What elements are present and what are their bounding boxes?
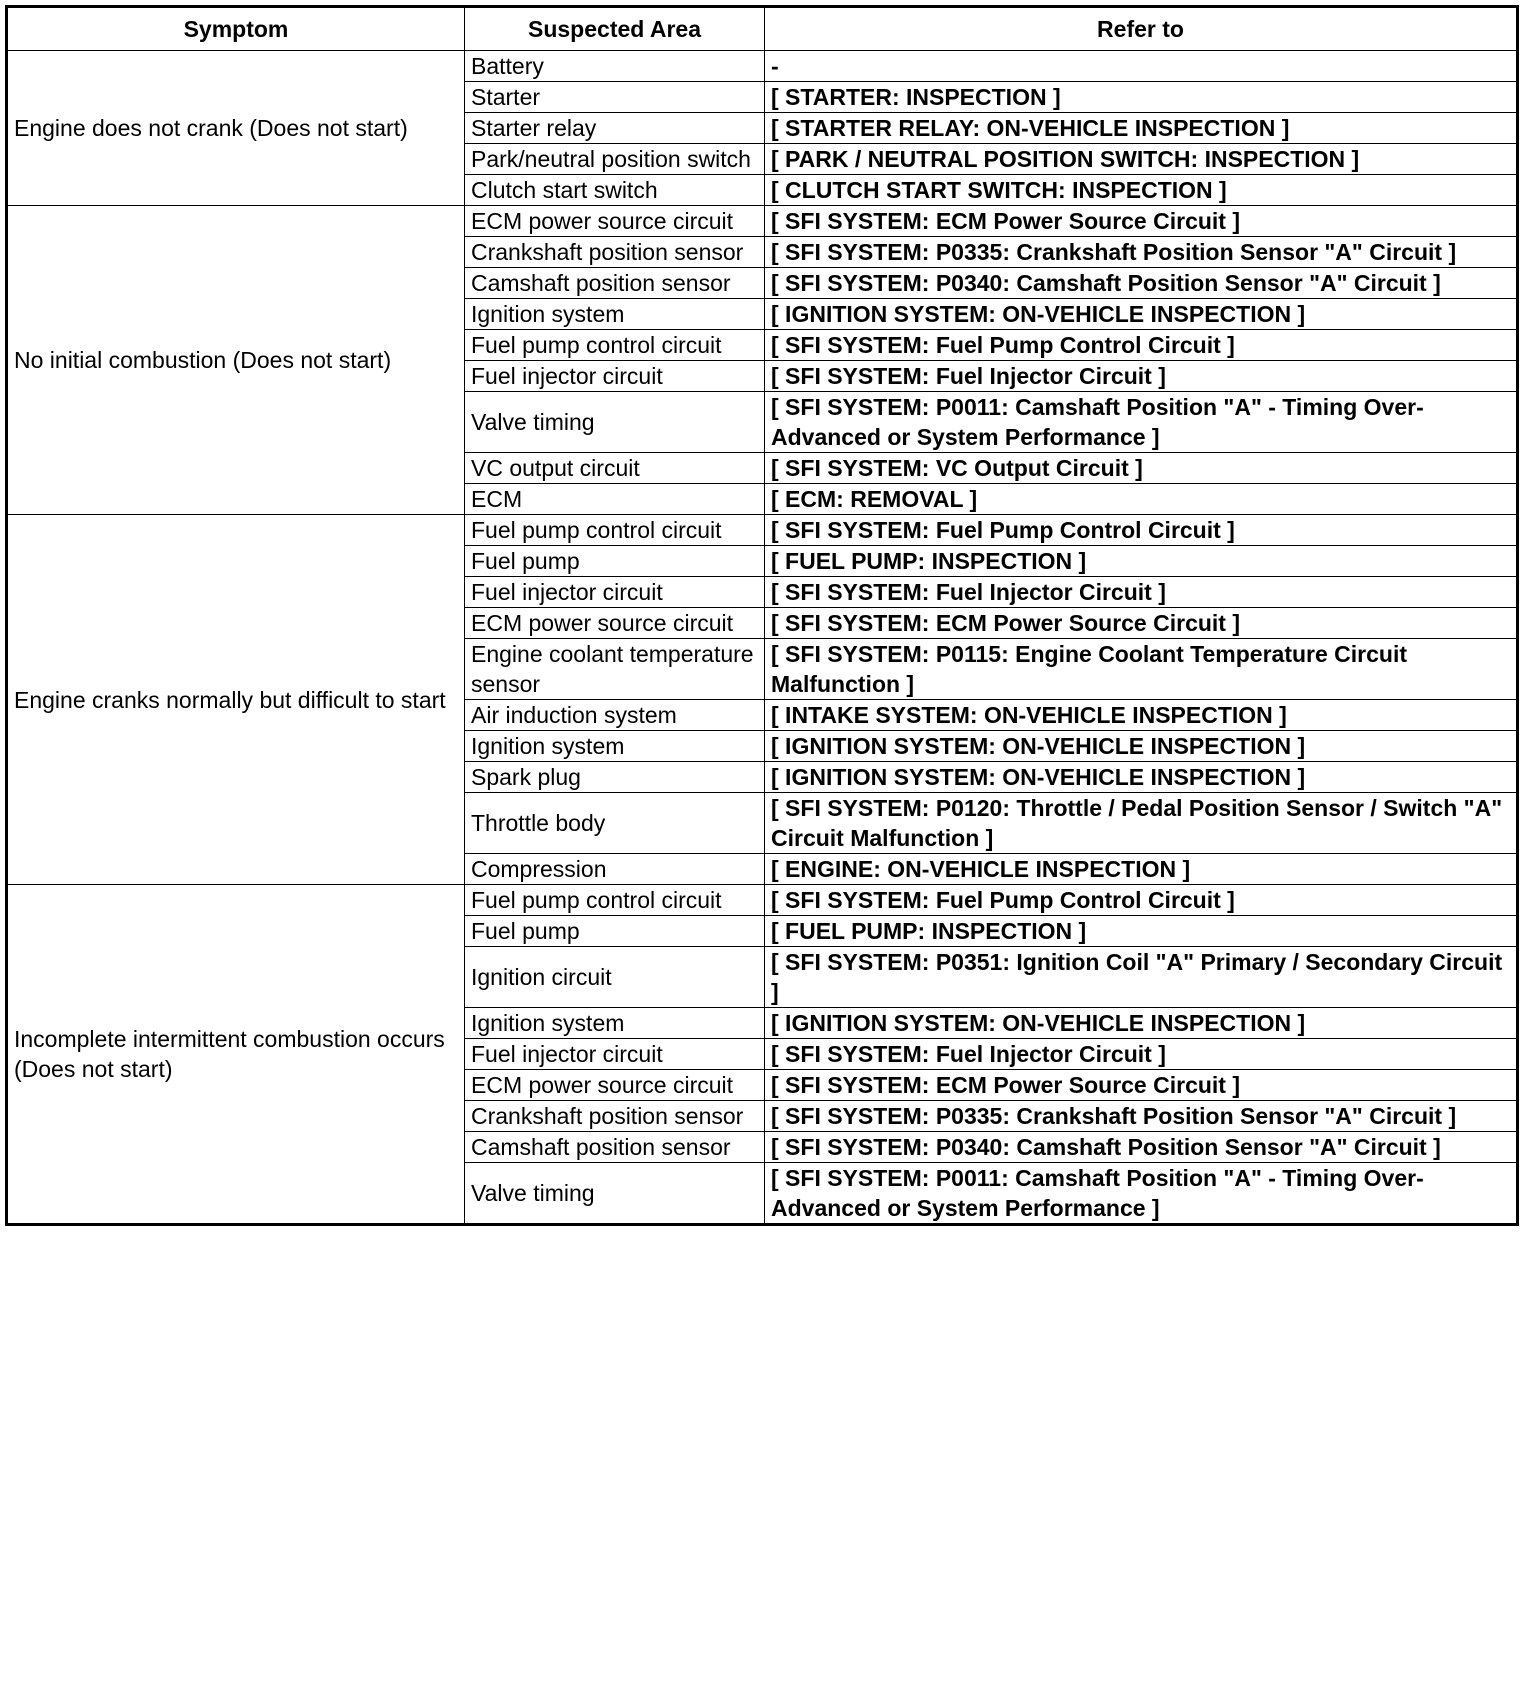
suspected-area-cell: VC output circuit <box>465 453 765 484</box>
suspected-area-cell: ECM power source circuit <box>465 1070 765 1101</box>
table-row <box>7 885 1518 916</box>
refer-to-link[interactable]: [ SFI SYSTEM: P0351: Ignition Coil "A" Primary / Secondary Circuit ] <box>765 947 1518 1008</box>
refer-to-link[interactable]: [ SFI SYSTEM: ECM Power Source Circuit ] <box>765 206 1518 237</box>
symptom-cell: Engine cranks normally but difficult to start <box>7 515 465 885</box>
refer-to-link[interactable]: [ SFI SYSTEM: Fuel Pump Control Circuit ] <box>765 885 1518 916</box>
header-suspected-area: Suspected Area <box>465 7 765 51</box>
refer-to-link[interactable]: [ SFI SYSTEM: VC Output Circuit ] <box>765 453 1518 484</box>
suspected-area-cell: Fuel pump <box>465 916 765 947</box>
refer-to-link[interactable]: [ ECM: REMOVAL ] <box>765 484 1518 515</box>
suspected-area-cell: Ignition system <box>465 1008 765 1039</box>
symptom-cell: Incomplete intermittent combustion occurs (Does not start) <box>7 885 465 1225</box>
suspected-area-cell: Camshaft position sensor <box>465 268 765 299</box>
symptom-cell: No initial combustion (Does not start) <box>7 206 465 515</box>
suspected-area-cell: ECM <box>465 484 765 515</box>
suspected-area-cell: Fuel pump control circuit <box>465 515 765 546</box>
troubleshooting-table <box>5 5 1519 1226</box>
table-row <box>7 206 1518 237</box>
suspected-area-cell: Ignition circuit <box>465 947 765 1008</box>
suspected-area-cell: ECM power source circuit <box>465 206 765 237</box>
refer-to-link[interactable]: [ SFI SYSTEM: P0115: Engine Coolant Temperature Circuit Malfunction ] <box>765 639 1518 700</box>
suspected-area-cell: Ignition system <box>465 299 765 330</box>
table-header-row <box>7 7 1518 51</box>
refer-to-link[interactable]: [ STARTER: INSPECTION ] <box>765 82 1518 113</box>
refer-to-link[interactable]: [ SFI SYSTEM: P0011: Camshaft Position "A" - Timing Over-Advanced or System Performance ] <box>765 1163 1518 1225</box>
suspected-area-cell: Crankshaft position sensor <box>465 1101 765 1132</box>
troubleshooting-table-container <box>5 5 1519 1226</box>
suspected-area-cell: Fuel pump control circuit <box>465 885 765 916</box>
refer-to-link[interactable]: [ SFI SYSTEM: Fuel Injector Circuit ] <box>765 361 1518 392</box>
refer-to-link[interactable]: [ SFI SYSTEM: Fuel Injector Circuit ] <box>765 577 1518 608</box>
suspected-area-cell: Fuel injector circuit <box>465 577 765 608</box>
refer-to-link[interactable]: [ SFI SYSTEM: Fuel Pump Control Circuit ] <box>765 330 1518 361</box>
suspected-area-cell: Starter <box>465 82 765 113</box>
refer-to-link[interactable]: [ PARK / NEUTRAL POSITION SWITCH: INSPECTION ] <box>765 144 1518 175</box>
suspected-area-cell: Camshaft position sensor <box>465 1132 765 1163</box>
refer-to-link[interactable]: [ STARTER RELAY: ON-VEHICLE INSPECTION ] <box>765 113 1518 144</box>
refer-to-link[interactable]: [ FUEL PUMP: INSPECTION ] <box>765 916 1518 947</box>
suspected-area-cell: Throttle body <box>465 793 765 854</box>
refer-to-link[interactable]: [ SFI SYSTEM: ECM Power Source Circuit ] <box>765 608 1518 639</box>
refer-to-link[interactable]: [ IGNITION SYSTEM: ON-VEHICLE INSPECTION ] <box>765 299 1518 330</box>
suspected-area-cell: Clutch start switch <box>465 175 765 206</box>
suspected-area-cell: ECM power source circuit <box>465 608 765 639</box>
suspected-area-cell: Spark plug <box>465 762 765 793</box>
suspected-area-cell: Air induction system <box>465 700 765 731</box>
suspected-area-cell: Starter relay <box>465 113 765 144</box>
refer-to-link[interactable]: [ IGNITION SYSTEM: ON-VEHICLE INSPECTION ] <box>765 1008 1518 1039</box>
table-row <box>7 515 1518 546</box>
refer-to-link[interactable]: [ ENGINE: ON-VEHICLE INSPECTION ] <box>765 854 1518 885</box>
refer-to-link[interactable]: [ SFI SYSTEM: Fuel Pump Control Circuit ] <box>765 515 1518 546</box>
refer-to-link[interactable]: [ SFI SYSTEM: ECM Power Source Circuit ] <box>765 1070 1518 1101</box>
table-row <box>7 51 1518 82</box>
header-symptom: Symptom <box>7 7 465 51</box>
refer-to-link[interactable]: [ SFI SYSTEM: P0335: Crankshaft Position Sensor "A" Circuit ] <box>765 1101 1518 1132</box>
suspected-area-cell: Valve timing <box>465 1163 765 1225</box>
refer-to-link[interactable]: [ FUEL PUMP: INSPECTION ] <box>765 546 1518 577</box>
suspected-area-cell: Fuel pump control circuit <box>465 330 765 361</box>
suspected-area-cell: Fuel pump <box>465 546 765 577</box>
symptom-cell: Engine does not crank (Does not start) <box>7 51 465 206</box>
suspected-area-cell: Battery <box>465 51 765 82</box>
refer-to-link[interactable]: - <box>765 51 1518 82</box>
refer-to-link[interactable]: [ IGNITION SYSTEM: ON-VEHICLE INSPECTION ] <box>765 762 1518 793</box>
refer-to-link[interactable]: [ SFI SYSTEM: P0340: Camshaft Position Sensor "A" Circuit ] <box>765 1132 1518 1163</box>
refer-to-link[interactable]: [ SFI SYSTEM: P0120: Throttle / Pedal Position Sensor / Switch "A" Circuit Malfunction ] <box>765 793 1518 854</box>
suspected-area-cell: Crankshaft position sensor <box>465 237 765 268</box>
refer-to-link[interactable]: [ SFI SYSTEM: P0335: Crankshaft Position Sensor "A" Circuit ] <box>765 237 1518 268</box>
refer-to-link[interactable]: [ SFI SYSTEM: P0011: Camshaft Position "A" - Timing Over-Advanced or System Performance ] <box>765 392 1518 453</box>
suspected-area-cell: Ignition system <box>465 731 765 762</box>
suspected-area-cell: Park/neutral position switch <box>465 144 765 175</box>
refer-to-link[interactable]: [ INTAKE SYSTEM: ON-VEHICLE INSPECTION ] <box>765 700 1518 731</box>
suspected-area-cell: Engine coolant temperature sensor <box>465 639 765 700</box>
table-body <box>7 51 1518 1225</box>
suspected-area-cell: Fuel injector circuit <box>465 361 765 392</box>
refer-to-link[interactable]: [ CLUTCH START SWITCH: INSPECTION ] <box>765 175 1518 206</box>
refer-to-link[interactable]: [ SFI SYSTEM: P0340: Camshaft Position Sensor "A" Circuit ] <box>765 268 1518 299</box>
header-refer-to: Refer to <box>765 7 1518 51</box>
refer-to-link[interactable]: [ SFI SYSTEM: Fuel Injector Circuit ] <box>765 1039 1518 1070</box>
suspected-area-cell: Fuel injector circuit <box>465 1039 765 1070</box>
refer-to-link[interactable]: [ IGNITION SYSTEM: ON-VEHICLE INSPECTION ] <box>765 731 1518 762</box>
suspected-area-cell: Compression <box>465 854 765 885</box>
suspected-area-cell: Valve timing <box>465 392 765 453</box>
